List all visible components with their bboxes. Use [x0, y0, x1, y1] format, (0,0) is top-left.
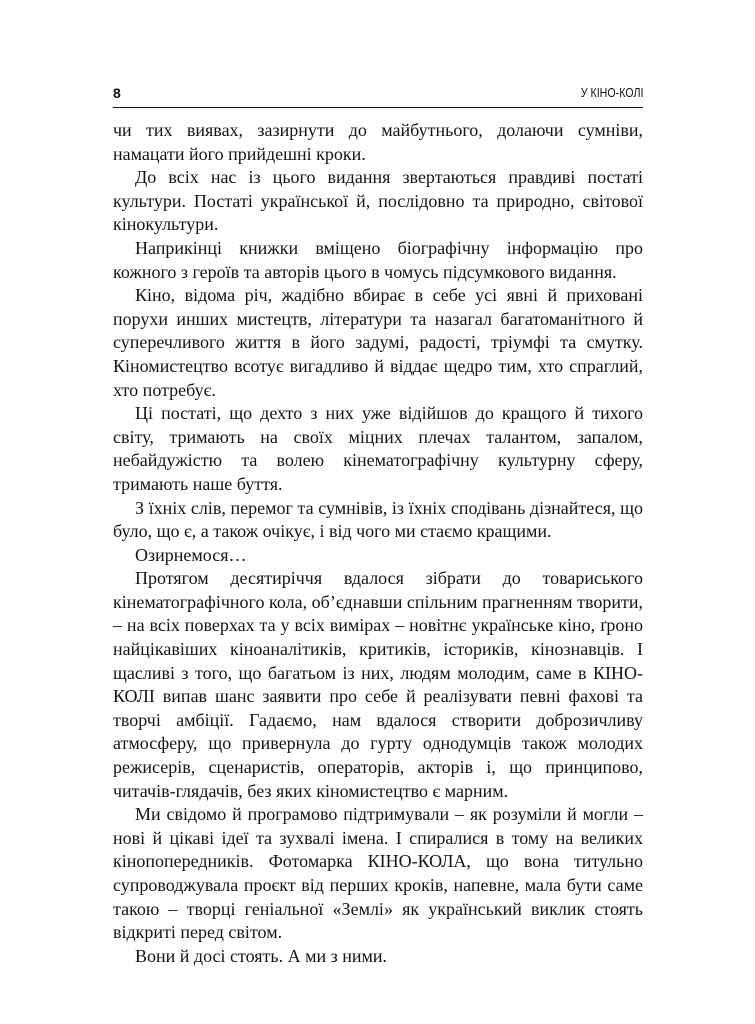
paragraph: Ці постаті, що дехто з них уже відійшов до кращого й тихого світу, тримають на своїх міцних плечах талантом, запалом, небайдужістю та волею кінематографічну культурну сферу, тримають наше буття.	[113, 403, 643, 494]
running-title: У КІНО-КОЛІ	[580, 85, 643, 100]
body-text	[113, 119, 643, 968]
paragraph: чи тих виявах, зазирнути до майбутнього, долаючи сумніви, намацати його прийдешні кроки.	[113, 120, 643, 164]
paragraph: Ми свідомо й програмово підтримували – як розуміли й могли – нові й цікаві ідеї та зухвалі імена. І спиралися в тому на великих кінопопередників. Фотомарка КІНО-КОЛА, що вона титульно супроводжувала проєкт від перших кроків, напевне, мала бути саме такою – творці геніальної «Землі» як український виклик стоять відкриті перед світом.	[113, 804, 643, 943]
running-header	[113, 81, 643, 108]
paragraph: Протягом десятиріччя вдалося зібрати до товариського кінематографічного кола, об’єднавши спільним прагненням творити, – на всіх поверхах та у всіх вимірах – новітнє українське кіно, ґроно найцікавіших кіноаналітиків, критиків, істориків, кінознавців. І щасливі з того, що багатьом із них, людям молодим, саме в КІНО-КОЛІ випав шанс заявити про себе й реалізувати певні фахові та творчі амбіції. Гадаємо, нам вдалося створити доброзичливу атмосферу, що привернула до гурту однодумців також молодих режисерів, сценаристів, операторів, акторів і, що принципово, читачів-глядачів, без яких кіномистецтво є марним.	[113, 568, 643, 801]
paragraph: Вони й досі стоять. А ми з ними.	[135, 945, 388, 966]
paragraph: Наприкінці книжки вміщено біографічну інформацію про кожного з героїв та авторів цього в чомусь підсумкового видання.	[113, 237, 643, 282]
paragraph: Озирнемося…	[135, 544, 247, 565]
paragraph: До всіх нас із цього видання звертаються правдиві постаті культури. Постаті української й, послідовно та природно, світової кінокультури.	[113, 167, 643, 235]
page-number: 8	[113, 85, 121, 101]
paragraph: Кіно, відома річ, жадібно вбирає в себе усі явні й приховані порухи инших мистецтв, літератури та назагал багатоманітного й суперечливого життя в його задумі, радості, тріумфі та смутку. Кіномистецтво всотує вигадливо й віддає щедро тим, хто спраглий, хто потребує.	[113, 285, 643, 400]
paragraph: З їхніх слів, перемог та сумнівів, із їхніх сподівань дізнайтеся, що було, що є, а також очікує, і від чого ми стаємо кращими.	[113, 497, 643, 542]
